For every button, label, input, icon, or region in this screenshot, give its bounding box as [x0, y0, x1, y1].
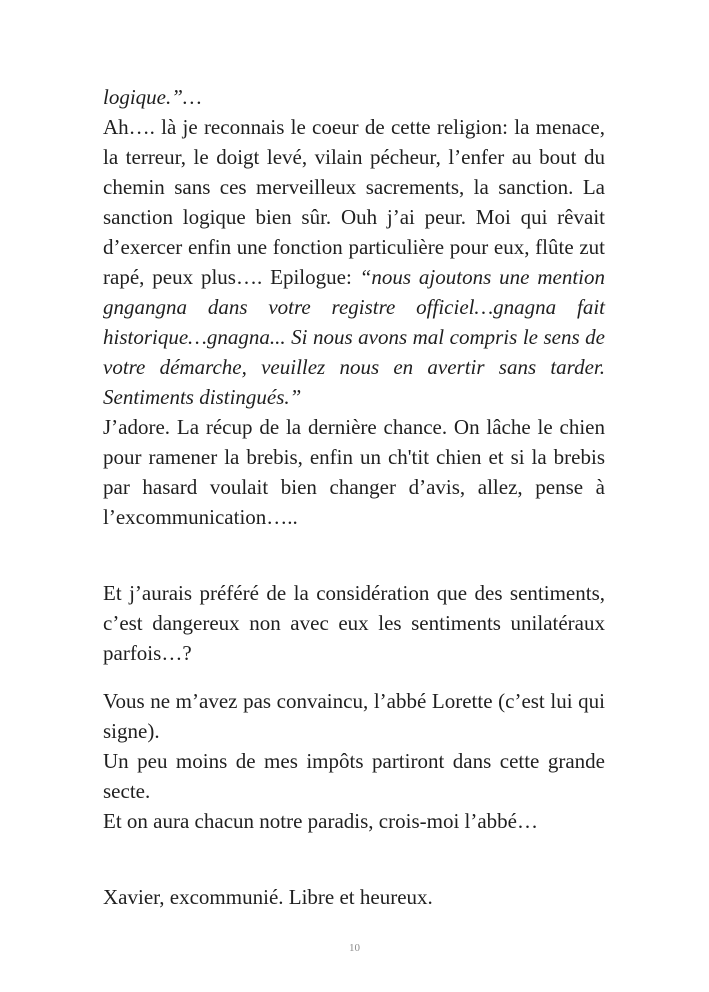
body-text: Et j’aurais préféré de la considération que des sentiments, c’est dangereux non avec eux les sentiments unilatéraux parfois…? — [103, 581, 605, 665]
text-block-2 — [103, 578, 605, 668]
text-block-1 — [103, 82, 605, 532]
italic-quote: “nous ajoutons une mention gngangna dans votre registre officiel…gnagna fait historique…gnagna... Si nous avons mal compris le sens de votre démarche, veuillez nous en avertir sans tarder. Sentiments distingués.” — [103, 265, 605, 409]
paragraph-recup — [103, 412, 605, 532]
paragraph-abbe — [103, 686, 605, 746]
paragraph-consideration — [103, 578, 605, 668]
paragraph-impots — [103, 746, 605, 806]
body-text: Vous ne m’avez pas convaincu, l’abbé Lorette (c’est lui qui signe). — [103, 689, 605, 743]
body-text: Un peu moins de mes impôts partiront dans cette grande secte. — [103, 749, 605, 803]
body-text: Xavier, excommunié. Libre et heureux. — [103, 885, 433, 909]
body-text: J’adore. La récup de la dernière chance. On lâche le chien pour ramener la brebis, enfin un ch'tit chien et si la brebis par hasard voulait bien changer d’avis, allez, pense à l’excommunication….. — [103, 415, 605, 529]
body-text: Et on aura chacun notre paradis, crois-moi l’abbé… — [103, 809, 539, 833]
paragraph-paradis — [103, 806, 605, 836]
italic-text: logique.”… — [103, 85, 202, 109]
text-block-4 — [103, 882, 605, 912]
paragraph-religion — [103, 112, 605, 412]
signature-line — [103, 882, 605, 912]
page-number: 10 — [349, 942, 360, 954]
paragraph-quote-end — [103, 82, 605, 112]
text-block-3 — [103, 686, 605, 836]
body-text: Ah…. là je reconnais le coeur de cette religion: la menace, la terreur, le doigt levé, vilain pécheur, l’enfer au bout du chemin sans ces merveilleux sacrements, la sanction. La sanction logique bien sûr. Ouh j’ai peur. Moi qui rêvait d’exercer enfin une fonction particulière pour eux, flûte zut rapé, peux plus…. Epilogue: — [103, 115, 605, 289]
